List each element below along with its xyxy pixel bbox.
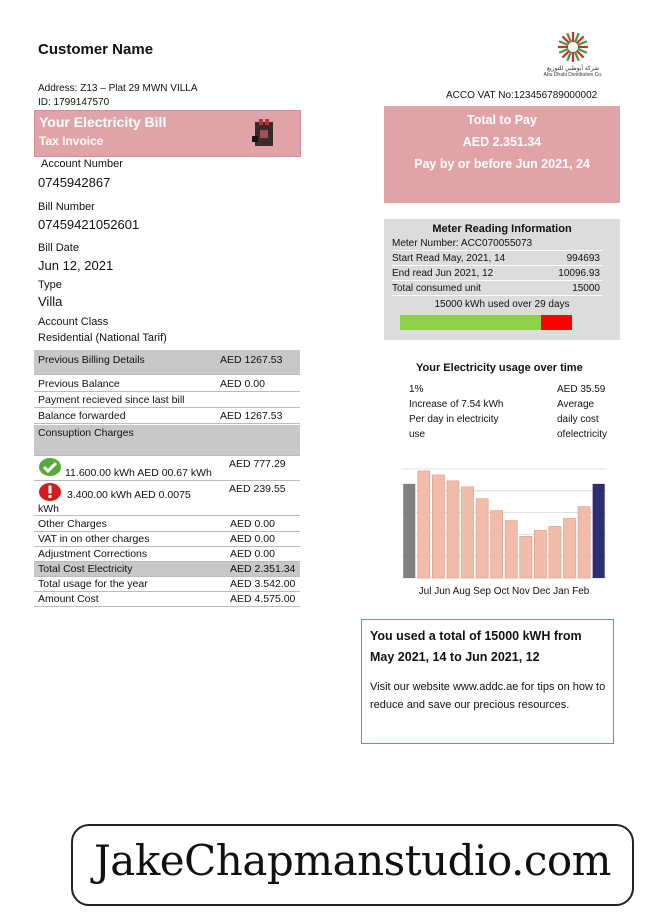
- customer-address-block: [38, 82, 198, 110]
- meter-row: [392, 282, 602, 296]
- logo-icon: [556, 30, 590, 64]
- tier1-text: 11.600.00 kWh AED 00.67 kWh: [65, 467, 212, 479]
- chart-bar: [491, 511, 503, 578]
- bill-date-label: Bill Date: [38, 242, 79, 254]
- usage-left-line: Increase of 7.54 kWh: [409, 399, 504, 410]
- bill-subtitle: Tax Invoice: [39, 134, 104, 148]
- row-value: AED 0.00: [230, 518, 275, 530]
- bill-banner: [34, 110, 301, 157]
- company-logo: [540, 30, 606, 84]
- alert-circle-icon: [38, 482, 62, 502]
- usage-cost-block: [557, 382, 607, 442]
- meter-row-label: End read Jun 2021, 12: [392, 268, 494, 279]
- due-date: Pay by or before Jun 2021, 24: [414, 157, 590, 171]
- watermark-banner: [71, 824, 634, 906]
- usage-progress-fill: [400, 315, 541, 330]
- tier1-row: [34, 457, 300, 481]
- row-label: Total usage for the year: [38, 578, 148, 590]
- tier2-text-cont: kWh: [38, 503, 59, 515]
- total-label: Total to Pay: [467, 113, 537, 127]
- row-value: AED 4.575.00: [230, 593, 296, 605]
- row-value: AED 0.00: [230, 533, 275, 545]
- row-label: Adjustment Corrections: [38, 548, 148, 560]
- table-row: [34, 592, 300, 607]
- chart-bar: [520, 536, 532, 578]
- bill-date-value: Jun 12, 2021: [38, 258, 114, 273]
- logo-english-text: Abu Dhabi Distribution Co.: [543, 72, 603, 78]
- consumption-header-row: [34, 425, 300, 456]
- total-amount: AED 2.351.34: [462, 135, 542, 149]
- usage-bar-chart: [398, 467, 610, 597]
- chart-bar: [593, 484, 605, 578]
- chart-bar: [418, 471, 430, 578]
- table-row: [34, 517, 300, 532]
- table-row: [34, 350, 300, 375]
- plug-icon: [251, 118, 277, 150]
- tier2-text: 3.400.00 kWh AED 0.0075: [67, 489, 191, 501]
- total-to-pay-box: [384, 106, 620, 203]
- usage-left-line: Per day in electricity: [409, 414, 499, 425]
- row-label: Amount Cost: [38, 593, 99, 605]
- type-value: Villa: [38, 294, 63, 309]
- check-circle-icon: [38, 457, 62, 477]
- logo-arabic-text: شركة أبوظبي للتوزيع: [546, 66, 600, 72]
- table-row: [34, 377, 300, 392]
- row-value: AED 3.542.00: [230, 578, 296, 590]
- meter-number: [392, 237, 602, 251]
- meter-summary: 15000 kWh used over 29 days: [434, 299, 570, 310]
- row-label: Total Cost Electricity: [38, 563, 133, 575]
- account-class-label: Account Class: [38, 316, 109, 328]
- meter-row: [392, 267, 602, 281]
- usage-tip-text: Visit our website www.addc.ae for tips on how to reduce and save our precious resources.: [370, 681, 606, 711]
- table-row: [34, 532, 300, 547]
- usage-info-box: [361, 619, 614, 744]
- usage-progress-bar: [400, 315, 572, 330]
- chart-bar: [563, 519, 575, 578]
- row-label: Payment recieved since last bill: [38, 394, 185, 406]
- meter-reading-box: [384, 219, 620, 340]
- row-value: AED 0.00: [220, 378, 265, 390]
- row-label: Balance forwarded: [38, 410, 126, 422]
- usage-left-line: 1%: [409, 384, 424, 395]
- row-label: Previous Billing Details: [38, 354, 145, 366]
- watermark-text: JakeChapmanstudio.com: [93, 836, 612, 885]
- row-label: Previous Balance: [38, 378, 120, 390]
- usage-left-line: use: [409, 429, 426, 440]
- bill-number-value: 07459421052601: [38, 217, 140, 232]
- table-row: [34, 547, 300, 562]
- row-value: AED 1267.53: [220, 354, 283, 366]
- bill-number-label: Bill Number: [38, 201, 95, 213]
- meter-row: [392, 252, 602, 266]
- chart-bar: [578, 507, 590, 578]
- meter-row-value: 10096.93: [558, 268, 600, 279]
- meter-number-text: Meter Number: ACC070055073: [392, 238, 533, 249]
- usage-right-line: Average: [557, 399, 595, 410]
- usage-right-line: AED 35.59: [557, 384, 606, 395]
- chart-bar: [534, 530, 546, 578]
- meter-title: Meter Reading Information: [432, 223, 572, 235]
- table-row: [34, 409, 300, 424]
- chart-bar: [447, 481, 459, 578]
- meter-row-value: 15000: [572, 283, 600, 294]
- chart-bar: [549, 526, 561, 578]
- customer-name: Customer Name: [38, 41, 154, 58]
- meter-row-label: Total consumed unit: [392, 283, 481, 294]
- meter-row-label: Start Read May, 2021, 14: [392, 253, 506, 264]
- row-label: Other Charges: [38, 518, 107, 530]
- account-number-value: 0745942867: [38, 175, 111, 190]
- tier1-value: AED 777.29: [229, 458, 286, 470]
- type-label: Type: [38, 279, 62, 291]
- chart-bar: [403, 484, 415, 578]
- account-number-label: Account Number: [41, 158, 123, 170]
- chart-bar: [505, 521, 517, 578]
- usage-right-line: daily cost: [557, 414, 599, 425]
- usage-title: Your Electricity usage over time: [416, 362, 583, 374]
- chart-bar: [461, 487, 473, 578]
- meter-row-value: 994693: [566, 253, 600, 264]
- tier2-row: [34, 482, 300, 516]
- row-value: AED 0.00: [230, 548, 275, 560]
- vat-number: ACCO VAT No:123456789000002: [446, 90, 598, 101]
- table-row: [34, 393, 300, 408]
- row-value: AED 1267.53: [220, 410, 283, 422]
- usage-right-line: ofelectricity: [557, 429, 608, 440]
- table-row: [34, 577, 300, 592]
- chart-bar: [432, 475, 444, 578]
- chart-bar: [476, 499, 488, 578]
- consumption-header: Consuption Charges: [38, 427, 134, 439]
- customer-id: ID: 1799147570: [38, 97, 110, 108]
- usage-increase-block: [409, 382, 504, 442]
- account-class-value: Residential (National Tarif): [38, 332, 167, 344]
- bill-title: Your Electricity Bill: [39, 114, 167, 130]
- row-value: AED 2.351.34: [230, 563, 296, 575]
- table-row: [34, 562, 300, 577]
- customer-address: Address: Z13 – Plat 29 MWN VILLA: [38, 83, 198, 94]
- tier2-value: AED 239.55: [229, 483, 286, 495]
- x-axis-labels: Jul Jun Aug Sep Oct Nov Dec Jan Feb: [418, 586, 590, 597]
- row-label: VAT in on other charges: [38, 533, 150, 545]
- usage-headline: You used a total of 15000 kWH from May 2021, 14 to Jun 2021, 12: [370, 629, 582, 664]
